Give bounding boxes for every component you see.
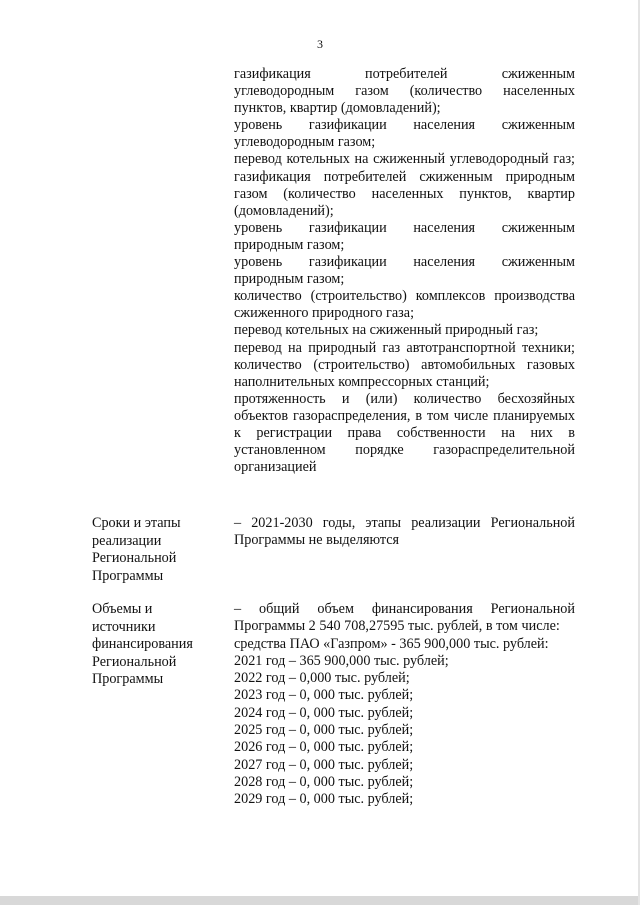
stages-text: – 2021-2030 годы, этапы реализации Региональной Программы не выделяются xyxy=(234,515,575,549)
funding-intro: – общий объем финансирования Региональной Программы 2 540 708,27595 тыс. рублей, в том числе: xyxy=(234,601,575,635)
funding-year-line: 2028 год – 0, 000 тыс. рублей; xyxy=(234,773,414,790)
indicator-item: перевод на природный газ автотранспортной техники; количество (строительство) автомобильных газовых наполнительных компрессорных станций; xyxy=(234,339,575,390)
indicator-item: протяженность и (или) количество бесхозяйных объектов газораспределения, в том числе планируемых к регистрации права собственности на них в установленном порядке газораспределительной организацией xyxy=(234,390,575,476)
funding-year-line: 2029 год – 0, 000 тыс. рублей; xyxy=(234,791,414,808)
stages-content xyxy=(234,515,575,550)
indicator-item: газификация потребителей сжиженным углеводородным газом (количество населенных пунктов, квартир (домовладений); xyxy=(234,66,575,117)
funding-year-line: 2023 год – 0, 000 тыс. рублей; xyxy=(234,687,414,704)
indicator-item: уровень газификации населения сжиженным углеводородным газом; xyxy=(234,117,575,151)
page-number: 3 xyxy=(317,37,323,51)
funding-year-line: 2025 год – 0, 000 тыс. рублей; xyxy=(234,722,414,739)
funding-label-line: Региональной xyxy=(92,653,177,670)
stages-label-line: реализации xyxy=(92,532,162,549)
indicator-item: перевод котельных на сжиженный природный газ; xyxy=(234,322,539,339)
funding-label-line: Программы xyxy=(92,671,164,688)
stages-label-line: Региональной xyxy=(92,550,177,567)
indicator-item: уровень газификации населения сжиженным природным газом; xyxy=(234,219,575,253)
funding-year-line: 2027 год – 0, 000 тыс. рублей; xyxy=(234,756,414,773)
stages-label xyxy=(92,515,212,585)
indicator-item: перевод котельных на сжиженный углеводородный газ; газификация потребителей сжиженным природным газом (количество населенных пунктов, квартир (домовладений); xyxy=(234,151,575,219)
funding-year-line: 2021 год – 365 900,000 тыс. рублей; xyxy=(234,652,449,669)
funding-year-line: 2024 год – 0, 000 тыс. рублей; xyxy=(234,704,414,721)
funding-content xyxy=(234,601,575,809)
stages-label-line: Сроки и этапы xyxy=(92,515,181,531)
funding-label-line: финансирования xyxy=(92,636,193,653)
indicator-item: количество (строительство) комплексов производства сжиженного природного газа; xyxy=(234,288,575,322)
indicator-item: уровень газификации населения сжиженным природным газом; xyxy=(234,254,575,288)
funding-year-line: 2022 год – 0,000 тыс. рублей; xyxy=(234,670,410,687)
scan-edge-bottom xyxy=(0,896,640,905)
funding-year-line: 2026 год – 0, 000 тыс. рублей; xyxy=(234,739,414,756)
funding-label-line: Объемы и xyxy=(92,601,153,617)
funding-source: средства ПАО «Газпром» - 365 900,000 тыс. рублей: xyxy=(234,635,549,652)
funding-label xyxy=(92,601,212,689)
indicators-list xyxy=(234,66,575,476)
funding-label-line: источники xyxy=(92,618,156,635)
stages-label-line: Программы xyxy=(92,567,164,584)
